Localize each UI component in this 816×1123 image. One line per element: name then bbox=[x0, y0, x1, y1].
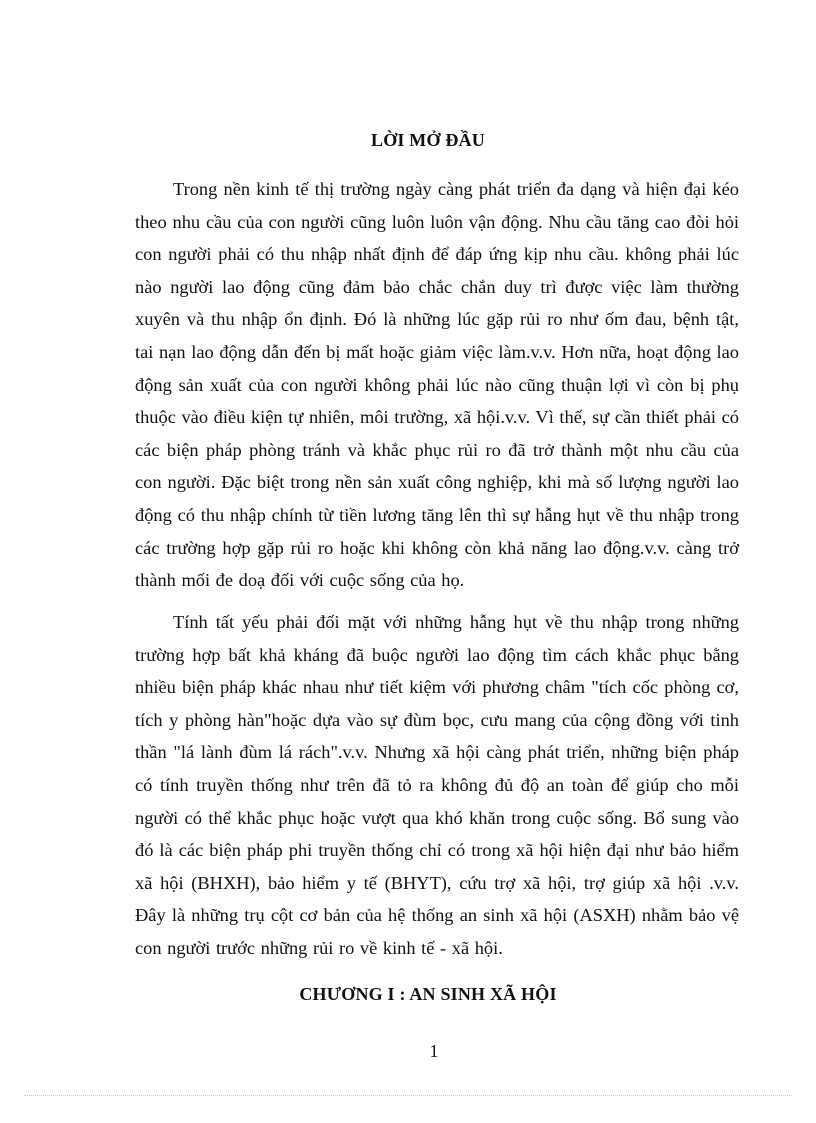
chapter-heading: CHƯƠNG I : AN SINH XÃ HỘI bbox=[299, 984, 557, 1004]
page-number: 1 bbox=[429, 1041, 439, 1061]
paragraph-necessity: Tính tất yếu phải đối mặt với những hẫng hụt về thu nhập trong những trường hợp bất khả kháng đã buộc người lao động tìm cách khắc phục bằng nhiều biện pháp khác nhau như tiết kiệm với phương châm "tích cốc phòng cơ, tích y phòng hàn"hoặc dựa vào sự đùm bọc, cưu mang của cộng đồng với tinh thần "lá lành đùm lá rách".v.v. Nhưng xã hội càng phát triển, những biện pháp có tính truyền thống như trên đã tỏ ra không đủ độ an toàn để giúp cho mỗi người có thể khắc phục hoặc vượt qua khó khăn trong cuộc sống. Bổ sung vào đó là các biện pháp phi truyền thống chỉ có trong xã hội hiện đại như bảo hiểm xã hội (BHXH), bảo hiểm y tế (BHYT), cứu trợ xã hội, trợ giúp xã hội .v.v. Đây là những trụ cột cơ bản của hệ thống an sinh xã hội (ASXH) nhằm bảo vệ con người trước những rủi ro về kinh tế - xã hội. bbox=[135, 612, 739, 958]
footer-divider bbox=[24, 1095, 792, 1096]
document-title: LỜI MỞ ĐẦU bbox=[371, 130, 485, 150]
paragraph-intro: Trong nền kinh tế thị trường ngày càng phát triển đa dạng và hiện đại kéo theo nhu cầu của con người cũng luôn luôn vận động. Nhu cầu tăng cao đòi hỏi con người phải có thu nhập nhất định để đáp ứng kịp nhu cầu. không phải lúc nào người lao động cũng đảm bảo chắc chắn duy trì được việc làm thường xuyên và thu nhập ổn định. Đó là những lúc gặp rủi ro như ốm đau, bệnh tật, tai nạn lao động dẫn đến bị mất hoặc giảm việc làm.v.v. Hơn nữa, hoạt động lao động sản xuất của con người không phải lúc nào cũng thuận lợi vì còn bị phụ thuộc vào điều kiện tự nhiên, môi trường, xã hội.v.v. Vì thế, sự cần thiết phải có các biện pháp phòng tránh và khắc phục rủi ro đã trở thành một nhu cầu của con người. Đặc biệt trong nền sản xuất công nghiệp, khi mà số lượng người lao động có thu nhập chính từ tiền lương tăng lên thì sự hẫng hụt về thu nhập trong các trường hợp gặp rủi ro hoặc khi không còn khả năng lao động.v.v. càng trở thành mối đe doạ đối với cuộc sống của họ. bbox=[135, 179, 739, 591]
